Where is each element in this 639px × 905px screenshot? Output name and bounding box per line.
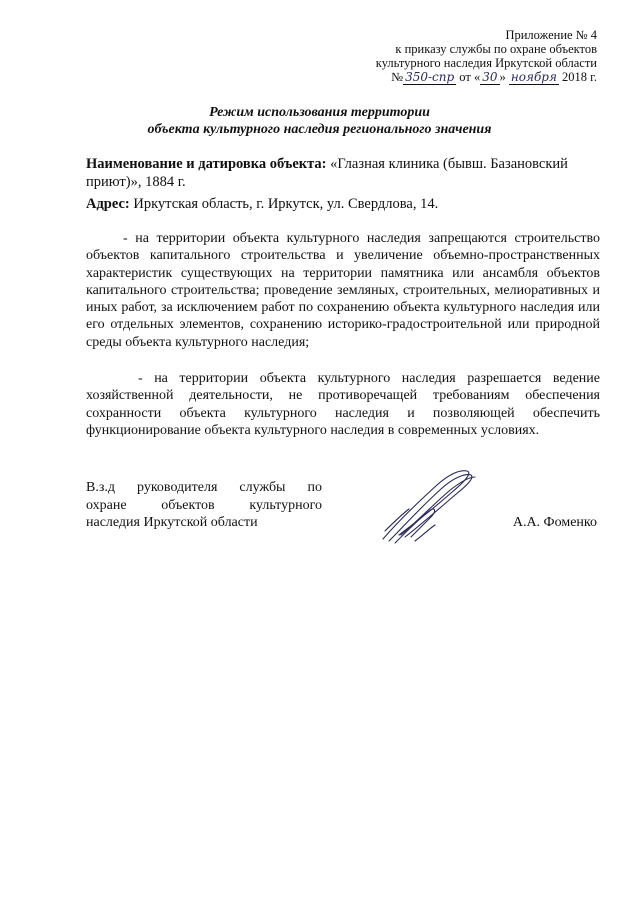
object-name — [86, 155, 600, 191]
order-num-prefix: № — [391, 70, 404, 84]
order-number-date — [297, 70, 597, 85]
signatory-name: А.А. Фоменко — [512, 515, 597, 530]
appendix-order-ref: к приказу службы по охране объектов — [395, 42, 597, 56]
object-address-value: Иркутская область, г. Иркутск, ул. Свердлова, 14. — [133, 196, 439, 212]
permission-paragraph: - на территории объекта культурного наследия разрешается ведение хозяйственной деятельности, не противоречащей требованиям обеспечения сохранности объекта культурного наследия и позволяющей обеспечить функционирование объекта культурного наследия в современных условиях. — [86, 371, 600, 438]
appendix-header — [297, 28, 597, 85]
order-year: 2018 г. — [562, 70, 597, 84]
signatory-role-line-1: В.з.д руководителя службы по — [86, 480, 322, 495]
signatory-role-line-2: охране объектов культурного — [86, 497, 322, 513]
title-line-1: Режим использования территории — [209, 105, 430, 120]
appendix-authority: культурного наследия Иркутской области — [375, 56, 597, 70]
object-name-value: «Глазная клиника (бывш. Базановский приют)», 1884 г. — [86, 156, 568, 190]
handwritten-signature — [375, 465, 480, 545]
document-title — [0, 104, 639, 138]
appendix-number: Приложение № 4 — [505, 28, 597, 42]
order-number-handwritten: 350-спр — [405, 70, 455, 84]
title-line-2: объекта культурного наследия регионального значения — [147, 122, 492, 137]
object-name-label: Наименование и датировка объекта: — [86, 156, 327, 172]
signatory-role — [86, 479, 322, 532]
object-address-label: Адрес: — [86, 196, 130, 212]
order-day-handwritten: 30 — [482, 70, 498, 84]
order-month-handwritten: ноября — [510, 70, 557, 84]
order-close-quote: » — [499, 70, 506, 84]
prohibition-paragraph: - на территории объекта культурного наследия запрещаются строительство объектов капитального строительства и увеличение объемно-пространственных характеристик существующих на территории памятника или ансамбля объектов капитального строительства; проведение земляных, строительных, мелиоративных и иных работ, за исключением работ по сохранению объекта культурного наследия или его отдельных элементов, сохранению историко-градостроительной или природной среды объекта культурного наследия; — [86, 231, 600, 350]
signatory-role-line-3: наследия Иркутской области — [86, 515, 258, 530]
order-from: от « — [459, 70, 481, 84]
object-address — [86, 195, 600, 213]
